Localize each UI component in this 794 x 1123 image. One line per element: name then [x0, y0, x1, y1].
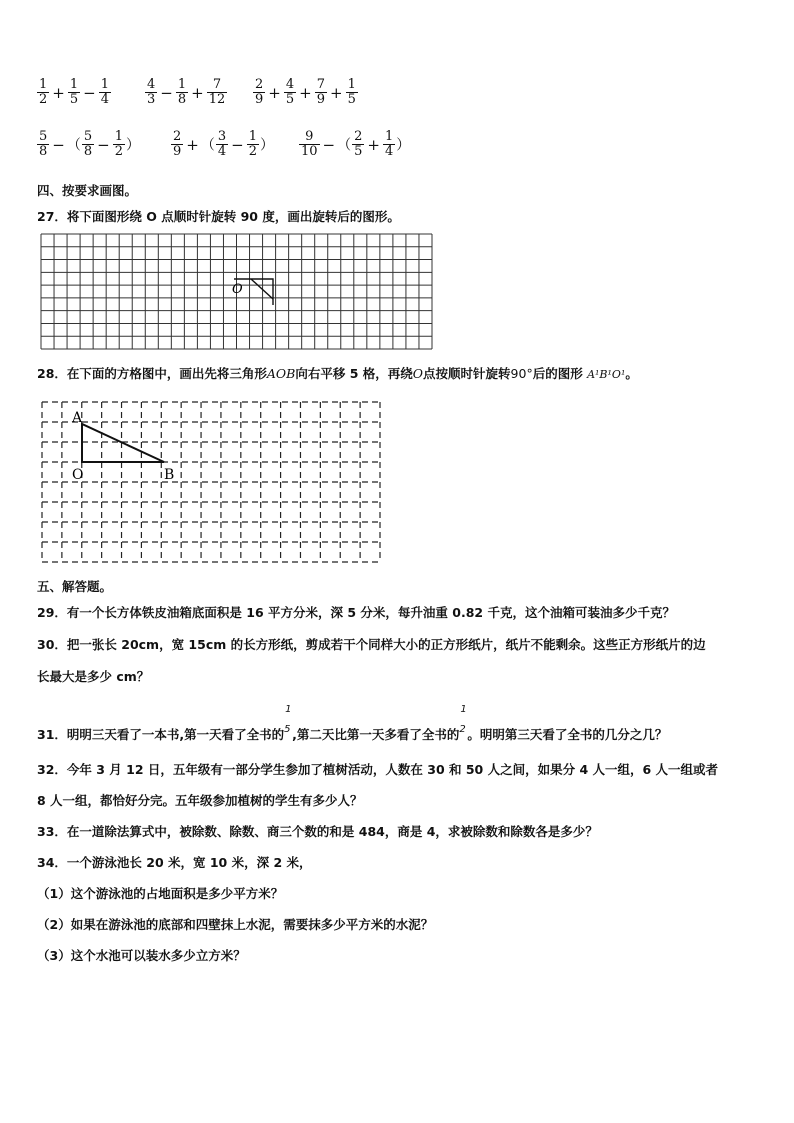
q28-text-1: 28．在下面的方格图中，画出先将三角形: [37, 366, 267, 381]
q31-text-1: 31．明明三天看了一本书,第一天看了全书的: [37, 727, 285, 742]
denominator: 2: [39, 92, 48, 107]
question-29: 29．有一个长方体铁皮油箱底面积是 16 平方分米，深 5 分米，每升油重 0.82 千克，这个油箱可装油多少千克？: [37, 605, 675, 620]
operator: −: [83, 83, 96, 102]
denominator: 2: [114, 144, 123, 159]
fraction: [346, 78, 358, 107]
fraction: [171, 130, 183, 159]
expression-4: [36, 130, 140, 159]
fraction: [315, 78, 327, 107]
numerator: 5: [39, 129, 48, 144]
question-32-line-2: 8 人一组，都恰好分完。五年级参加植树的学生有多少人？: [37, 793, 363, 808]
denominator: 5: [354, 144, 363, 159]
q28-text-3: 点按顺时针旋转: [423, 366, 511, 381]
operator: +: [367, 135, 380, 154]
denominator: 4: [217, 144, 227, 159]
fraction: [253, 78, 265, 107]
operator: −: [231, 135, 244, 154]
denominator: 5: [347, 92, 356, 107]
denominator: 4: [100, 92, 109, 107]
numerator: 1: [248, 129, 257, 144]
numerator: 2: [354, 129, 363, 144]
fraction: [176, 78, 188, 107]
expression-2: [144, 78, 228, 107]
operator: +: [299, 83, 312, 102]
denominator: 5: [69, 92, 79, 107]
q31-text-2: ,第二天比第一天多看了全书的: [292, 727, 460, 742]
expression-3: [252, 78, 359, 107]
triangle-aob: [82, 424, 164, 462]
fraction-one-fifth: [284, 704, 292, 739]
numerator: 4: [285, 77, 295, 92]
fraction-one-fifth-numerator: 1: [285, 704, 292, 715]
denominator: 9: [255, 92, 264, 107]
fraction: [383, 130, 395, 159]
numerator: 7: [207, 78, 228, 93]
denominator: 5: [285, 92, 295, 107]
grid-q27: [40, 233, 434, 351]
numerator: 1: [100, 77, 109, 92]
question-31: [37, 704, 668, 743]
numerator: 1: [384, 129, 394, 144]
denominator: 9: [316, 92, 325, 107]
question-33: 33．在一道除法算式中，被除数、除数、商三个数的和是 484，商是 4，求被除数和除数各是多少？: [37, 824, 598, 839]
parenthesis: ）: [396, 137, 411, 154]
label-a: A: [72, 410, 83, 426]
operator: +: [191, 83, 204, 102]
result-figure-name: A¹B¹O¹: [587, 368, 626, 381]
question-30-line-2: 长最大是多少 cm？: [37, 669, 150, 684]
operator: −: [52, 135, 65, 154]
expression-6: [298, 130, 410, 159]
angle-value: 90°: [510, 366, 533, 381]
question-32-line-1: 32．今年 3 月 12 日，五年级有一部分学生参加了植树活动，人数在 30 和 50 人之间，如果分 4 人一组，6 人一组或者: [37, 762, 719, 777]
operator: −: [97, 135, 110, 154]
label-o: O: [72, 467, 84, 483]
numerator: 9: [299, 130, 320, 145]
denominator: 4: [384, 144, 394, 159]
fraction: [82, 130, 94, 159]
operator: −: [322, 135, 336, 154]
question-34-sub-1: （1）这个游泳池的占地面积是多少平方米？: [37, 886, 284, 901]
operator: −: [160, 83, 173, 102]
triangle-name: AOB: [266, 366, 296, 381]
denominator: 10: [301, 144, 318, 159]
operator: +: [52, 83, 65, 102]
question-34-sub-2: （2）如果在游泳池的底部和四壁抹上水泥，需要抹多少平方米的水泥？: [37, 917, 434, 932]
expression-5: [170, 130, 274, 159]
q28-end: 。: [625, 366, 638, 381]
question-34-stem: 34．一个游泳池长 20 米，宽 10 米，深 2 米，: [37, 855, 312, 870]
numerator: 1: [177, 77, 187, 92]
denominator: 8: [83, 144, 93, 159]
fraction: [113, 130, 125, 159]
parenthesis: （: [66, 137, 81, 154]
numerator: 1: [39, 77, 48, 92]
parenthesis: ）: [260, 137, 274, 154]
q28-text-4: 后的图形: [532, 366, 583, 381]
numerator: 7: [316, 77, 325, 92]
denominator: 8: [39, 144, 48, 159]
fraction: [352, 130, 364, 159]
fraction-one-fifth-denominator: 5: [284, 724, 291, 735]
fraction: [145, 78, 157, 107]
question-34-sub-3: （3）这个水池可以装水多少立方米？: [37, 948, 246, 963]
fraction: [99, 78, 111, 107]
fraction: [37, 78, 49, 107]
q28-text-2: 向右平移 5 格，再绕: [295, 366, 413, 381]
fraction: [207, 78, 228, 107]
fraction: [284, 78, 296, 107]
numerator: 3: [217, 129, 227, 144]
denominator: 12: [208, 92, 226, 107]
denominator: 3: [147, 92, 156, 107]
numerator: 4: [147, 77, 156, 92]
section-4-title: 四、按要求画图。: [37, 183, 138, 198]
fraction: [247, 130, 259, 159]
parenthesis: （: [200, 137, 215, 154]
question-27: 27．将下面图形绕 O 点顺时针旋转 90 度，画出旋转后的图形。: [37, 209, 400, 224]
fraction-one-half-denominator: 2: [459, 724, 466, 735]
point-o-label: O: [232, 282, 243, 297]
point-name: O: [412, 366, 424, 381]
numerator: 5: [83, 129, 93, 144]
operator: +: [186, 135, 199, 154]
operator: +: [330, 83, 343, 102]
denominator: 8: [177, 92, 187, 107]
label-b: B: [164, 467, 175, 483]
denominator: 9: [173, 144, 182, 159]
numerator: 1: [347, 77, 356, 92]
fraction: [216, 130, 228, 159]
fraction: [37, 130, 49, 159]
denominator: 2: [248, 144, 257, 159]
parenthesis: ）: [126, 137, 140, 154]
q31-text-3: 。明明第三天看了全书的几分之几？: [467, 727, 668, 742]
fraction: [299, 130, 320, 159]
fraction-one-half-numerator: 1: [460, 704, 467, 715]
operator: +: [268, 83, 281, 102]
expression-1: [36, 78, 112, 107]
question-30-line-1: 30．把一张长 20cm，宽 15cm 的长方形纸，剪成若干个同样大小的正方形纸片，纸片不能剩余。这些正方形纸片的边: [37, 637, 706, 652]
question-28: [37, 364, 638, 382]
parenthesis: （: [337, 137, 352, 154]
fraction-one-half: [459, 704, 467, 739]
section-5-title: 五、解答题。: [37, 579, 113, 594]
numerator: 1: [69, 77, 79, 92]
numerator: 1: [114, 129, 123, 144]
fraction: [68, 78, 80, 107]
grid-q28: [40, 400, 384, 566]
numerator: 2: [255, 77, 264, 92]
numerator: 2: [173, 129, 182, 144]
